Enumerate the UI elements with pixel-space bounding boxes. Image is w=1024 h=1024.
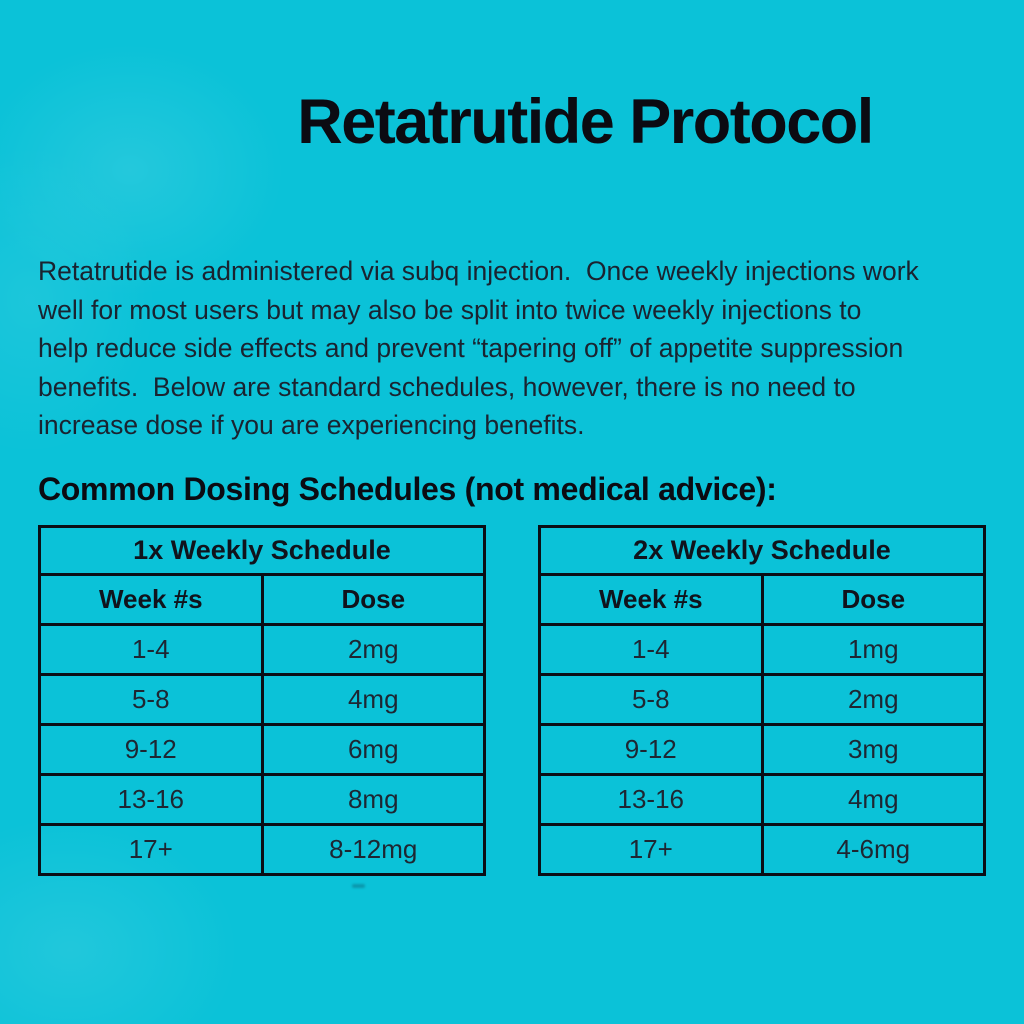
- intro-line-4: benefits. Below are standard schedules, however, there is no need to: [38, 371, 856, 402]
- dose-cell: 1mg: [762, 625, 985, 675]
- schedule-table-1x-weekly: [38, 525, 486, 876]
- weeks-cell: 13-16: [540, 775, 763, 825]
- intro-line-5: increase dose if you are experiencing benefits.: [38, 410, 585, 440]
- table-row: [540, 775, 985, 825]
- intro-line-2: well for most users but may also be split into twice weekly injections to: [38, 294, 862, 325]
- table-row: [40, 775, 485, 825]
- column-header-dose: Dose: [762, 575, 985, 625]
- page-title: Retatrutide Protocol: [297, 87, 873, 157]
- intro-line-3: help reduce side effects and prevent “tapering off” of appetite suppression: [38, 333, 904, 363]
- dose-cell: 4-6mg: [762, 825, 985, 875]
- weeks-cell: 9-12: [540, 725, 763, 775]
- dosing-tables: [38, 525, 986, 876]
- table-row: [540, 725, 985, 775]
- table-title-row: [40, 527, 485, 575]
- weeks-cell: 17+: [540, 825, 763, 875]
- intro-line-1: Retatrutide is administered via subq injection. Once weekly injections work: [38, 256, 919, 286]
- table-row: [40, 625, 485, 675]
- column-header-dose: Dose: [262, 575, 485, 625]
- table-row: [540, 675, 985, 725]
- table-title-2x: 2x Weekly Schedule: [540, 527, 985, 575]
- dose-cell: 4mg: [262, 675, 485, 725]
- dosing-schedules-heading: Common Dosing Schedules (not medical advice):: [38, 471, 777, 507]
- weeks-cell: 1-4: [540, 625, 763, 675]
- column-header-weeks: Week #s: [40, 575, 263, 625]
- weeks-cell: 9-12: [40, 725, 263, 775]
- dose-cell: 4mg: [762, 775, 985, 825]
- intro-paragraph: [38, 252, 919, 445]
- weeks-cell: 1-4: [40, 625, 263, 675]
- table-title-1x: 1x Weekly Schedule: [40, 527, 485, 575]
- dose-cell: 2mg: [762, 675, 985, 725]
- weeks-cell: 5-8: [40, 675, 263, 725]
- table-row: [40, 825, 485, 875]
- dose-cell: 3mg: [762, 725, 985, 775]
- dose-cell: 8-12mg: [262, 825, 485, 875]
- table-row: [540, 825, 985, 875]
- table-row: [540, 625, 985, 675]
- column-header-weeks: Week #s: [540, 575, 763, 625]
- table-header-row: [40, 575, 485, 625]
- table-row: [40, 725, 485, 775]
- table-title-row: [540, 527, 985, 575]
- schedule-table-2x-weekly: [538, 525, 986, 876]
- table-row: [40, 675, 485, 725]
- dose-cell: 2mg: [262, 625, 485, 675]
- dose-cell: 6mg: [262, 725, 485, 775]
- weeks-cell: 13-16: [40, 775, 263, 825]
- weeks-cell: 5-8: [540, 675, 763, 725]
- weeks-cell: 17+: [40, 825, 263, 875]
- smudge-mark: [352, 884, 365, 888]
- dose-cell: 8mg: [262, 775, 485, 825]
- table-header-row: [540, 575, 985, 625]
